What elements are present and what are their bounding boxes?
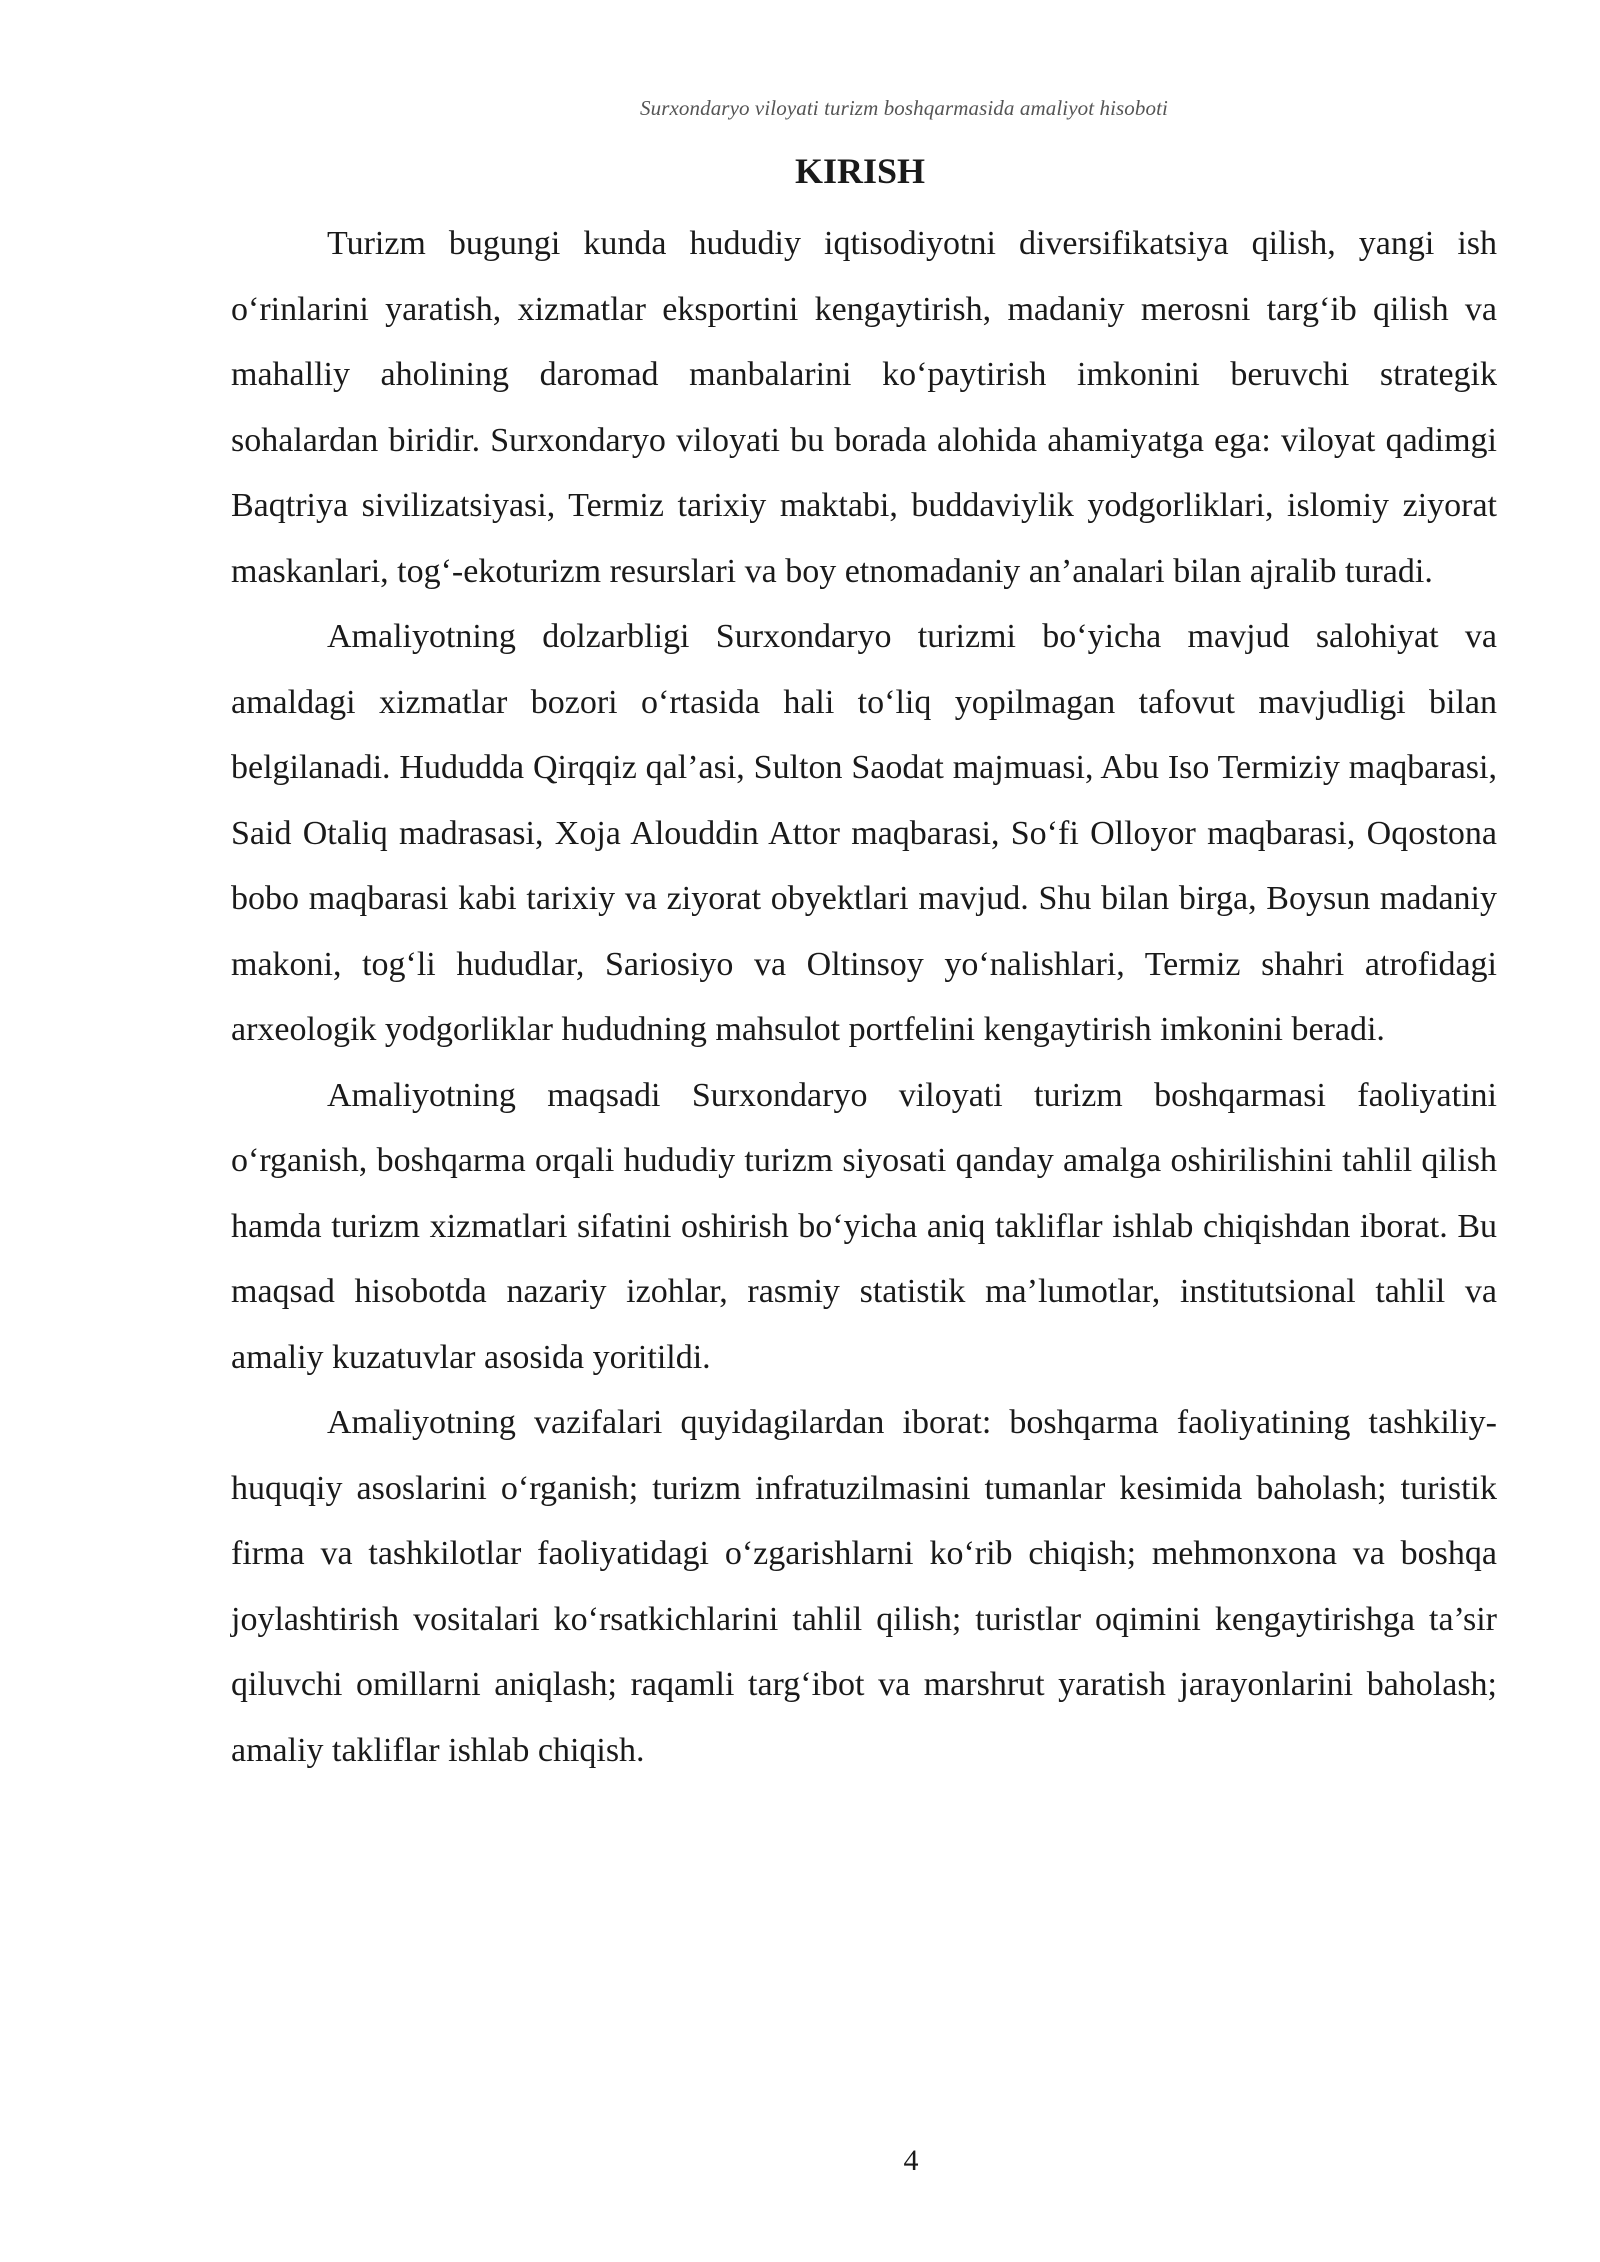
section-heading-text: KIRISH (794, 151, 926, 191)
section-heading (0, 150, 1600, 192)
paragraph-relevance: Amaliyotning dolzarbligi Surxondaryo turizmi bo‘yicha mavjud salohiyat va amaldagi xizmatlar bozori o‘rtasida hali to‘liq yopilmagan tafovut mavjudligi bilan belgilanadi. Hududda Qirqqiz qal’asi, Sulton Saodat majmuasi, Abu Iso Termiziy maqbarasi, Said Otaliq madrasasi, Xoja Alouddin Attor maqbarasi, So‘fi Olloyor maqbarasi, Oqostona bobo maqbarasi kabi tarixiy va ziyorat obyektlari mavjud. Shu bilan birga, Boysun madaniy makoni, tog‘li hududlar, Sariosiyo va Oltinsoy yo‘nalishlari, Termiz shahri atrofidagi arxeologik yodgorliklar hududning mahsulot portfelini kengaytirish imkonini beradi. (231, 618, 1497, 1048)
page-number (0, 2144, 1600, 2178)
running-header (0, 96, 1600, 121)
paragraph-objective: Amaliyotning maqsadi Surxondaryo viloyati turizm boshqarmasi faoliyatini o‘rganish, boshqarma orqali hududiy turizm siyosati qanday amalga oshirilishini tahlil qilish hamda turizm xizmatlari sifatini oshirish bo‘yicha aniq takliflar ishlab chiqishdan iborat. Bu maqsad hisobotda nazariy izohlar, rasmiy statistik ma’lumotlar, institutsional tahlil va amaliy kuzatuvlar asosida yoritildi. (231, 1076, 1497, 1376)
page-number-text: 4 (903, 2144, 919, 2177)
paragraph-introduction: Turizm bugungi kunda hududiy iqtisodiyotni diversifikatsiya qilish, yangi ish o‘rinlarini yaratish, xizmatlar eksportini kengaytirish, madaniy merosni targ‘ib qilish va mahalliy aholining daromad manbalarini ko‘paytirish imkonini beruvchi strategik sohalardan biridir. Surxondaryo viloyati bu borada alohida ahamiyatga ega: viloyat qadimgi Baqtriya sivilizatsiyasi, Termiz tarixiy maktabi, buddaviylik yodgorliklari, islomiy ziyorat maskanlari, tog‘-ekoturizm resurslari va boy etnomadaniy an’analari bilan ajralib turadi. (231, 225, 1497, 590)
body-text (231, 211, 1497, 1783)
paragraph-tasks: Amaliyotning vazifalari quyidagilardan iborat: boshqarma faoliyatining tashkiliy-huquqiy asoslarini o‘rganish; turizm infratuzilmasini tumanlar kesimida baholash; turistik firma va tashkilotlar faoliyatidagi o‘zgarishlarni ko‘rib chiqish; mehmonxona va boshqa joylashtirish vositalari ko‘rsatkichlarini tahlil qilish; turistlar oqimini kengaytirishga ta’sir qiluvchi omillarni aniqlash; raqamli targ‘ibot va marshrut yaratish jarayonlarini baholash; amaliy takliflar ishlab chiqish. (231, 1404, 1497, 1769)
running-header-text: Surxondaryo viloyati turizm boshqarmasida amaliyot hisoboti (640, 96, 1168, 120)
